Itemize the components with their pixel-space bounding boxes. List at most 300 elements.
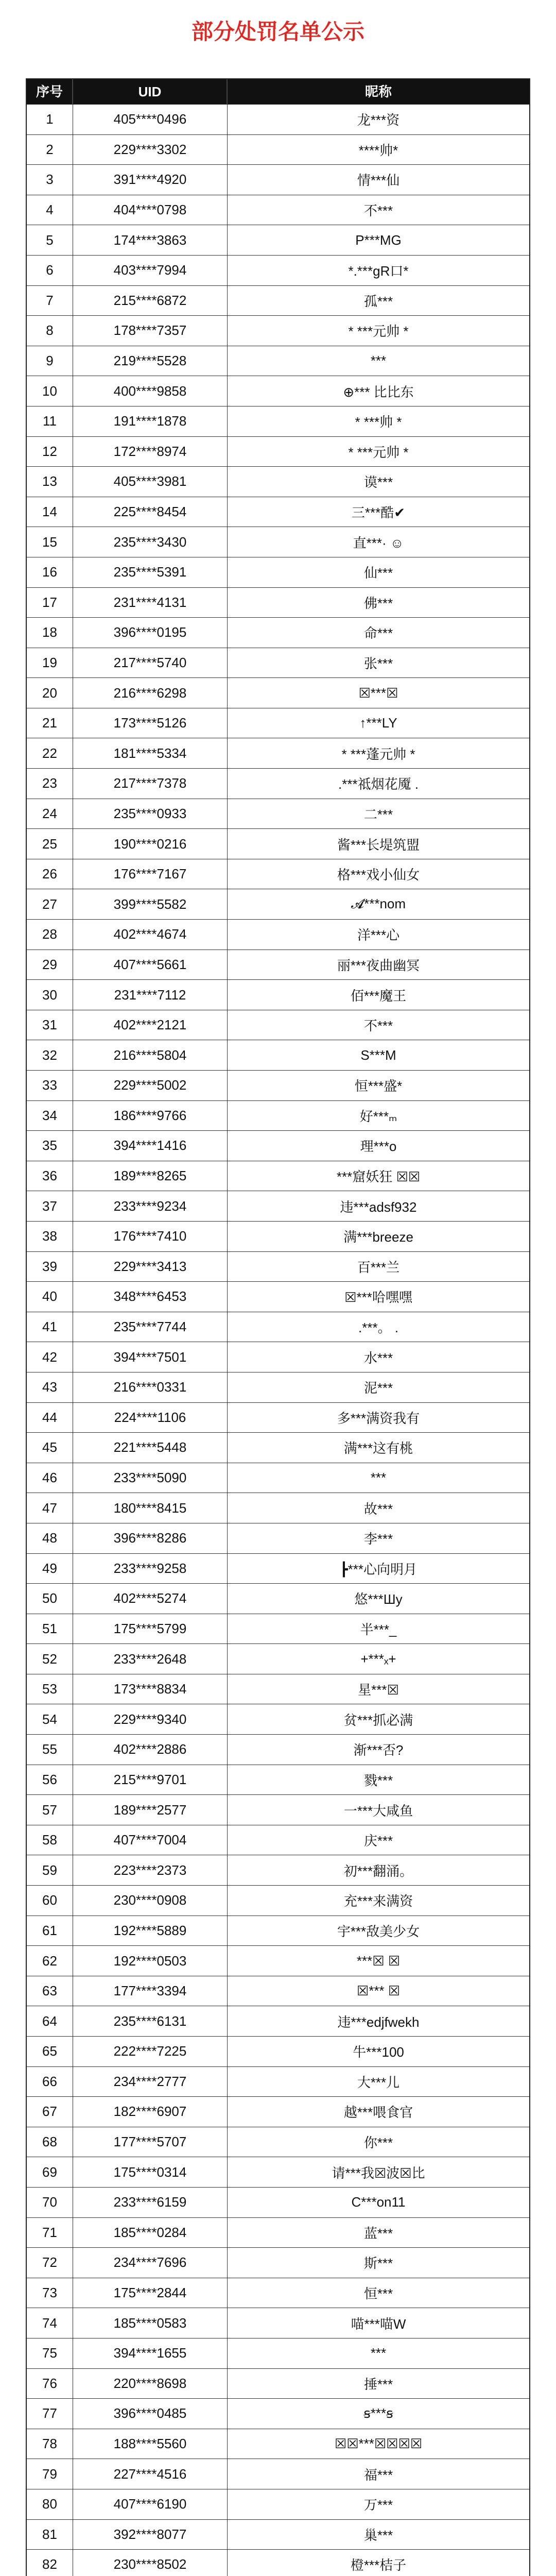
row-nickname: .***祗烟花魇 . [338,776,419,792]
table-row [27,497,529,527]
row-nickname: 捶*** [363,2376,393,2392]
row-uid: 220****8698 [73,2369,228,2399]
table-row [27,255,529,285]
row-nickname: .***。 . [358,1320,399,1336]
row-seq: 52 [27,1644,73,1674]
row-uid: 174****3863 [73,225,228,255]
row-uid: 227****4516 [73,2459,228,2489]
row-nickname: 喵***喵W [351,2316,406,2332]
table-row [27,225,529,255]
row-uid: 405****0496 [73,105,228,134]
row-seq: 76 [27,2369,73,2399]
row-uid: 235****3430 [73,527,228,557]
row-seq: 19 [27,648,73,678]
row-nickname: 越***喂食官 [343,2105,413,2121]
table-row [27,1704,529,1734]
row-uid: 235****6131 [73,2006,228,2036]
table-row [27,1221,529,1251]
row-nickname: 庆*** [363,1833,393,1849]
row-seq: 38 [27,1222,73,1251]
table-row [27,1643,529,1674]
row-nickname: 格***戏小仙女 [337,867,420,883]
header-nickname: 昵称 [364,84,392,99]
row-nickname: 三***酷✔ [351,505,406,521]
table-row [27,436,529,467]
row-seq: 62 [27,1946,73,1976]
row-nickname: 巢*** [363,2527,393,2543]
row-nickname: ***☒ ☒ [356,1953,401,1969]
row-uid: 234****2777 [73,2067,228,2097]
row-seq: 18 [27,618,73,648]
row-uid: 172****8974 [73,437,228,467]
row-seq: 3 [27,165,73,195]
row-uid: 403****7994 [73,256,228,285]
row-seq: 56 [27,1765,73,1795]
table-row [27,1825,529,1855]
row-uid: 185****0284 [73,2218,228,2248]
row-nickname: *** [370,2345,387,2361]
table-row [27,859,529,889]
row-seq: 37 [27,1191,73,1221]
table-row [27,2429,529,2459]
table-row [27,2278,529,2308]
table-row [27,1342,529,1372]
row-seq: 5 [27,225,73,255]
table-row [27,1191,529,1221]
row-seq: 10 [27,376,73,406]
table-header [27,79,529,104]
row-uid: 173****8834 [73,1674,228,1704]
row-uid: 216****6298 [73,678,228,708]
row-uid: 224****1106 [73,1403,228,1433]
row-uid: 176****7167 [73,859,228,889]
row-nickname: 贫***抓必满 [343,1712,413,1728]
row-seq: 51 [27,1614,73,1644]
row-nickname: 洋***心 [357,927,400,943]
table-row [27,828,529,859]
row-seq: 44 [27,1403,73,1433]
row-seq: 79 [27,2459,73,2489]
row-seq: 11 [27,406,73,436]
row-uid: 402****2886 [73,1735,228,1765]
row-seq: 57 [27,1795,73,1825]
row-seq: 30 [27,980,73,1010]
row-seq: 40 [27,1282,73,1312]
row-seq: 1 [27,105,73,134]
row-seq: 66 [27,2067,73,2097]
row-seq: 82 [27,2550,73,2576]
row-nickname: 渐***否? [353,1742,404,1758]
row-seq: 21 [27,708,73,738]
row-uid: 231****4131 [73,588,228,618]
row-seq: 25 [27,829,73,859]
row-uid: 229****3413 [73,1252,228,1282]
row-nickname: *** [370,353,387,369]
row-nickname: 福*** [363,2467,393,2483]
row-seq: 80 [27,2489,73,2519]
table-row [27,1674,529,1704]
penalty-table [26,78,530,2576]
row-uid: 348****6453 [73,1282,228,1312]
table-row [27,466,529,497]
row-nickname: 请***我☒波☒比 [332,2165,425,2181]
row-uid: 215****9701 [73,1765,228,1795]
row-uid: 230****0908 [73,1886,228,1916]
table-row [27,2338,529,2368]
row-seq: 6 [27,256,73,285]
table-row [27,2459,529,2489]
row-seq: 28 [27,920,73,950]
row-uid: 402****2121 [73,1010,228,1040]
table-row [27,677,529,708]
row-nickname: * ***元帅 * [348,444,409,460]
row-nickname: P***MG [355,232,402,248]
row-uid: 402****4674 [73,920,228,950]
row-nickname: * ***蓬元帅 * [341,746,415,762]
row-nickname: 多***满资我有 [337,1410,420,1426]
table-row [27,799,529,829]
row-nickname: 违***edjfwekh [337,2014,420,2030]
row-uid: 396****8286 [73,1523,228,1553]
row-nickname: 理***o [360,1139,397,1155]
row-nickname: *** [370,1470,387,1486]
row-seq: 43 [27,1372,73,1402]
row-seq: 23 [27,769,73,799]
row-nickname: 你*** [363,2135,393,2151]
row-nickname: 情***仙 [357,173,400,189]
row-nickname: *.***gR口* [348,263,409,279]
row-uid: 185****0583 [73,2308,228,2338]
row-nickname: 孤*** [363,293,393,309]
row-seq: 24 [27,799,73,829]
row-seq: 64 [27,2006,73,2036]
row-seq: 46 [27,1463,73,1493]
row-nickname: ☒☒***☒☒☒☒ [334,2436,423,2452]
row-uid: 189****2577 [73,1795,228,1825]
table-row [27,2096,529,2127]
page-title: 部分处罚名单公示 [191,19,364,44]
row-nickname: C***on11 [351,2194,406,2210]
row-seq: 78 [27,2429,73,2459]
row-seq: 68 [27,2127,73,2157]
row-seq: 27 [27,889,73,919]
table-row [27,346,529,376]
row-seq: 8 [27,316,73,346]
row-uid: 173****5126 [73,708,228,738]
table-row [27,285,529,316]
table-row [27,2308,529,2338]
row-nickname: 悠***Шу [354,1591,403,1607]
table-row [27,1614,529,1644]
table-row [27,1281,529,1312]
table-body [27,104,529,2576]
row-seq: 29 [27,950,73,980]
row-seq: 15 [27,527,73,557]
table-row [27,587,529,618]
row-seq: 81 [27,2520,73,2550]
table-row [27,919,529,950]
row-uid: 192****5889 [73,1916,228,1946]
table-row [27,1432,529,1463]
table-row [27,1493,529,1523]
row-uid: 407****6190 [73,2489,228,2519]
table-row [27,1402,529,1433]
row-seq: 75 [27,2338,73,2368]
table-row [27,2368,529,2399]
table-row [27,648,529,678]
row-nickname: 一***大咸鱼 [343,1803,413,1819]
row-uid: 405****3981 [73,467,228,497]
row-nickname: 满***breeze [343,1229,413,1245]
row-nickname: 丽***夜曲幽冥 [337,957,420,973]
row-seq: 60 [27,1886,73,1916]
row-uid: 233****6159 [73,2188,228,2217]
row-uid: 191****1878 [73,406,228,436]
row-nickname: 不*** [363,1018,393,1034]
row-nickname: 佰***魔王 [350,988,407,1004]
table-row [27,738,529,768]
table-row [27,1372,529,1402]
row-uid: 176****7410 [73,1222,228,1251]
row-seq: 4 [27,195,73,225]
row-nickname: 宇***敌美少女 [337,1923,420,1939]
row-uid: 396****0485 [73,2399,228,2429]
table-row [27,1734,529,1765]
row-uid: 400****9858 [73,376,228,406]
row-seq: 9 [27,346,73,376]
row-uid: 177****3394 [73,1976,228,2006]
table-row [27,527,529,557]
table-row [27,2127,529,2157]
header-uid: UID [73,79,228,104]
table-row [27,2157,529,2187]
row-uid: 229****9340 [73,1704,228,1734]
row-seq: 20 [27,678,73,708]
row-seq: 42 [27,1342,73,1372]
table-row [27,1463,529,1493]
row-nickname: 满***这有桃 [343,1440,413,1456]
row-uid: 192****0503 [73,1946,228,1976]
row-nickname: 酱***长堤筑盟 [337,837,420,853]
row-seq: 72 [27,2248,73,2278]
row-seq: 53 [27,1674,73,1704]
row-seq: 16 [27,557,73,587]
table-row [27,1130,529,1161]
table-row [27,104,529,134]
row-uid: 407****7004 [73,1825,228,1855]
row-seq: 63 [27,1976,73,2006]
row-seq: 26 [27,859,73,889]
row-uid: 175****0314 [73,2157,228,2187]
row-uid: 231****7112 [73,980,228,1010]
table-row [27,1251,529,1282]
row-seq: 7 [27,286,73,316]
row-uid: 219****5528 [73,346,228,376]
row-seq: 22 [27,738,73,768]
row-nickname: 橙***桔子 [350,2557,407,2573]
row-uid: 404****0798 [73,195,228,225]
row-nickname: ☒*** ☒ [356,1983,401,1999]
table-row [27,2006,529,2036]
table-row [27,1312,529,1342]
row-seq: 39 [27,1252,73,1282]
table-row [27,2187,529,2217]
table-row [27,2398,529,2429]
table-row [27,1040,529,1070]
row-seq: 71 [27,2218,73,2248]
header-seq: 序号 [27,79,73,104]
table-row [27,2519,529,2550]
row-uid: 180****8415 [73,1493,228,1523]
row-nickname: ꞩ***ꞩ [363,2405,393,2421]
row-seq: 61 [27,1916,73,1946]
row-seq: 35 [27,1131,73,1161]
row-nickname: 戮*** [363,1772,393,1788]
row-uid: 190****0216 [73,829,228,859]
row-nickname: 张*** [363,655,393,671]
row-seq: 33 [27,1071,73,1100]
row-seq: 69 [27,2157,73,2187]
table-row [27,1070,529,1100]
table-row [27,1010,529,1040]
row-uid: 177****5707 [73,2127,228,2157]
row-uid: 402****5274 [73,1584,228,1614]
row-seq: 50 [27,1584,73,1614]
row-nickname: 星***☒ [358,1682,399,1698]
table-row [27,1161,529,1191]
row-nickname: 大***儿 [357,2074,400,2090]
row-nickname: 好***ₘ [359,1108,397,1124]
row-nickname: 命*** [363,625,393,641]
row-seq: 41 [27,1312,73,1342]
table-row [27,2036,529,2066]
row-uid: 234****7696 [73,2248,228,2278]
row-nickname: 故*** [363,1501,393,1517]
row-uid: 229****5002 [73,1071,228,1100]
row-seq: 13 [27,467,73,497]
table-row [27,1885,529,1916]
row-uid: 392****8077 [73,2520,228,2550]
table-row [27,1976,529,2006]
row-uid: 223****2373 [73,1855,228,1885]
row-nickname: 违***adsf932 [340,1199,417,1215]
row-uid: 221****5448 [73,1433,228,1463]
table-row [27,950,529,980]
row-uid: 396****0195 [73,618,228,648]
row-nickname: ***窟妖狂 ☒☒ [336,1169,421,1185]
row-nickname: ⊕*** 比比东 [343,384,414,400]
table-row [27,979,529,1010]
row-uid: 175****2844 [73,2278,228,2308]
table-row [27,134,529,165]
table-row [27,617,529,648]
table-row [27,1523,529,1553]
row-nickname: * ***帅 * [355,414,402,430]
row-uid: 178****7357 [73,316,228,346]
row-seq: 14 [27,497,73,527]
row-seq: 67 [27,2097,73,2127]
row-nickname: 李*** [363,1531,393,1547]
row-seq: 58 [27,1825,73,1855]
row-uid: 175****5799 [73,1614,228,1644]
row-uid: 407****5661 [73,950,228,980]
row-nickname: 百***兰 [357,1259,400,1275]
table-row [27,2247,529,2278]
row-nickname: ┣***心向明月 [339,1561,417,1577]
row-seq: 77 [27,2399,73,2429]
row-uid: 217****7378 [73,769,228,799]
row-uid: 189****8265 [73,1161,228,1191]
table-row [27,1100,529,1131]
row-seq: 49 [27,1554,73,1584]
row-nickname: 万*** [363,2497,393,2513]
row-nickname: ☒***哈嘿嘿 [344,1290,412,1306]
row-nickname: 斯*** [363,2256,393,2272]
table-row [27,406,529,436]
row-uid: 233****5090 [73,1463,228,1493]
row-seq: 32 [27,1040,73,1070]
row-uid: 394****7501 [73,1342,228,1372]
row-nickname: * ***元帅 * [348,324,409,340]
row-uid: 188****5560 [73,2429,228,2459]
row-uid: 215****6872 [73,286,228,316]
row-uid: 230****8502 [73,2550,228,2576]
table-row [27,2066,529,2097]
row-uid: 391****4920 [73,165,228,195]
row-nickname: 牛***100 [353,2044,404,2060]
row-nickname: 仙*** [363,565,393,581]
row-seq: 36 [27,1161,73,1191]
row-nickname: +***ₓ+ [360,1651,396,1667]
table-row [27,1794,529,1825]
table-row [27,708,529,738]
row-nickname: 水*** [363,1350,393,1366]
row-uid: 233****2648 [73,1644,228,1674]
table-row [27,1583,529,1614]
row-uid: 216****0331 [73,1372,228,1402]
row-seq: 34 [27,1101,73,1131]
row-nickname: 恒*** [363,2286,393,2302]
row-uid: 399****5582 [73,889,228,919]
row-seq: 17 [27,588,73,618]
row-seq: 48 [27,1523,73,1553]
row-nickname: 蓝*** [363,2225,393,2241]
row-nickname: 谟*** [363,474,393,490]
table-row [27,768,529,799]
row-uid: 233****9258 [73,1554,228,1584]
row-seq: 31 [27,1010,73,1040]
table-row [27,1553,529,1584]
row-seq: 70 [27,2188,73,2217]
row-seq: 2 [27,135,73,165]
table-row [27,2549,529,2576]
table-row [27,2217,529,2248]
row-uid: 235****0933 [73,799,228,829]
row-nickname: 恒***盛* [354,1078,403,1094]
row-nickname: 龙***资 [357,112,400,128]
row-nickname: ☒***☒ [358,685,398,701]
table-row [27,1765,529,1795]
row-uid: 394****1416 [73,1131,228,1161]
row-uid: 225****8454 [73,497,228,527]
table-row [27,376,529,406]
table-row [27,1916,529,1946]
table-row [27,889,529,919]
row-uid: 216****5804 [73,1040,228,1070]
row-uid: 229****3302 [73,135,228,165]
table-row [27,195,529,225]
table-row [27,1855,529,1885]
